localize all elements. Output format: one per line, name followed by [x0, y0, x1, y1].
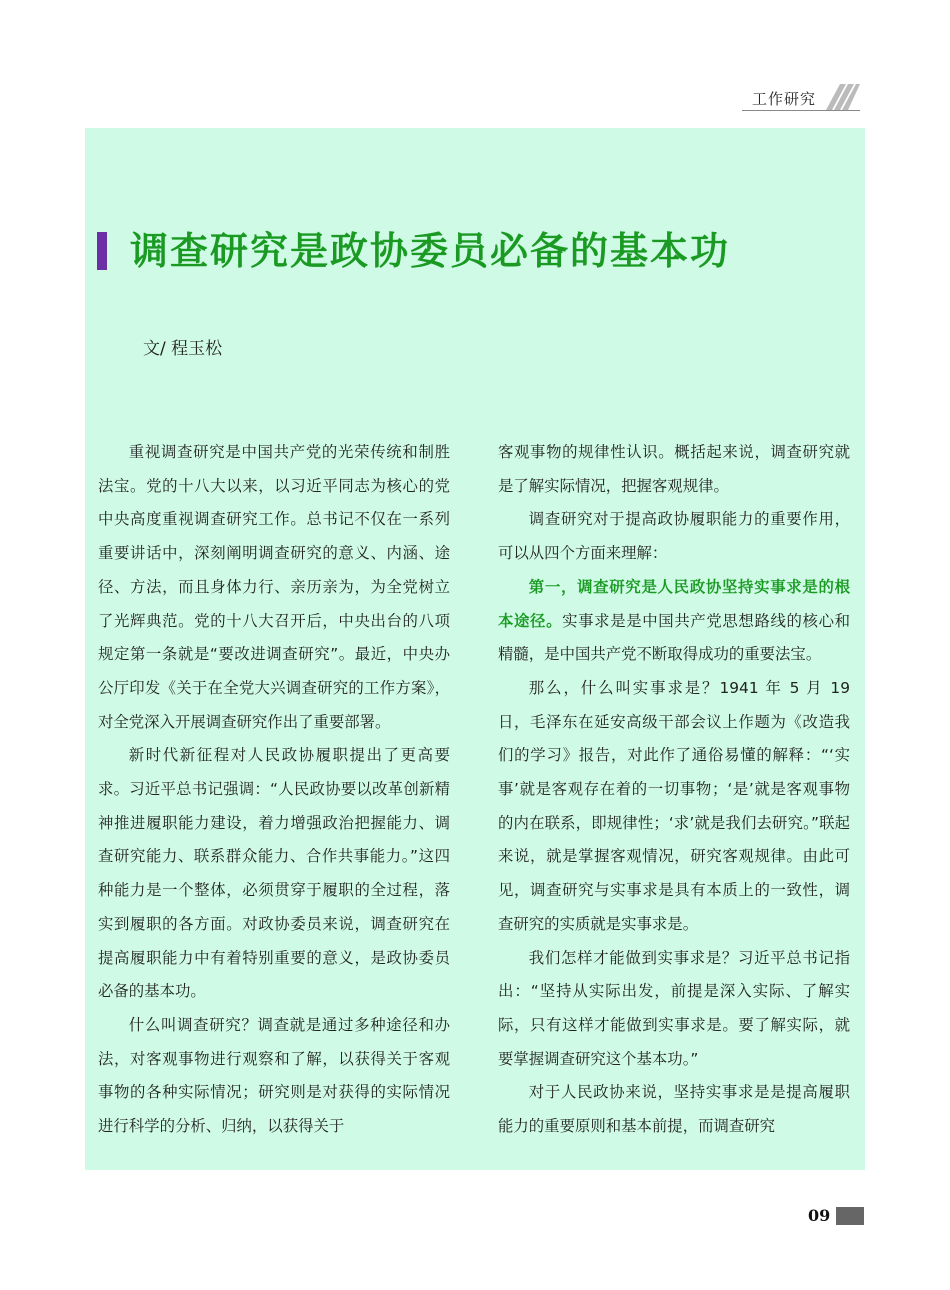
- right-column: [498, 436, 850, 1144]
- title-accent-bar: [97, 232, 107, 270]
- paragraph: 调查研究对于提高政协履职能力的重要作用，可以从四个方面来理解：: [498, 510, 850, 563]
- page-number-block: [836, 1207, 864, 1225]
- article-title: 调查研究是政协委员必备的基本功: [130, 229, 731, 273]
- paragraph-continuation: 客观事物的规律性认识。概括起来说，调查研究就是了解实际情况，把握客观规律。: [498, 443, 850, 495]
- paragraph: 新时代新征程对人民政协履职提出了更高要求。习近平总书记强调：“人民政协要以改革创新精神推进履职能力建设，着力增强政治把握能力、调查研究能力、联系群众能力、合作共事能力。”这四种能力是一个整体，必须贯穿于履职的全过程，落实到履职的各方面。对政协委员来说，调查研究在提高履职能力中有着特别重要的意义，是政协委员必备的基本功。: [98, 746, 450, 1001]
- paragraph: 我们怎样才能做到实事求是？习近平总书记指出：“坚持从实际出发，前提是深入实际、了解实际，只有这样才能做到实事求是。要了解实际，就要掌握调查研究这个基本功。”: [498, 948, 850, 1068]
- page-number-text: 09: [808, 1206, 831, 1225]
- highlight-heading: 第一，调查研究是人民政协坚持实事求是的根本途径。: [498, 577, 850, 630]
- paragraph: 对于人民政协来说，坚持实事求是是提高履职能力的重要原则和基本前提，而调查研究: [498, 1083, 850, 1136]
- section-label-text: 工作研究: [752, 89, 817, 108]
- byline: 文/ 程玉松: [143, 339, 223, 359]
- page-number: [808, 1206, 864, 1225]
- header-rule: [742, 110, 860, 111]
- left-column: [98, 436, 450, 1144]
- paragraph: 什么叫调查研究？调查就是通过多种途径和办法，对客观事物进行观察和了解，以获得关于客观事物的各种实际情况；研究则是对获得的实际情况进行科学的分析、归纳，以获得关于: [98, 1015, 450, 1136]
- paragraph: 那么，什么叫实事求是？1941 年 5 月 19 日，毛泽东在延安高级干部会议上作题为《改造我们的学习》报告，对此作了通俗易懂的解释：“‘实事’就是客观存在着的一切事物；‘是’就是客观事物的内在联系，即规律性；‘求’就是我们去研究。”联起来说，就是掌握客观情况，研究客观规律。由此可见，调查研究与实事求是具有本质上的一致性，调查研究的实质就是实事求是。: [498, 678, 850, 933]
- stripes-icon: [826, 84, 860, 110]
- paragraph-text: 实事求是是中国共产党思想路线的核心和精髓，是中国共产党不断取得成功的重要法宝。: [498, 611, 850, 664]
- paragraph: [498, 571, 850, 672]
- paragraph: 重视调查研究是中国共产党的光荣传统和制胜法宝。党的十八大以来，以习近平同志为核心的党中央高度重视调查研究工作。总书记不仅在一系列重要讲话中，深刻阐明调查研究的意义、内涵、途径、方法，而且身体力行、亲历亲为，为全党树立了光辉典范。党的十八大召开后，中央出台的八项规定第一条就是“要改进调查研究”。最近，中央办公厅印发《关于在全党大兴调查研究的工作方案》，对全党深入开展调查研究作出了重要部署。: [98, 443, 450, 731]
